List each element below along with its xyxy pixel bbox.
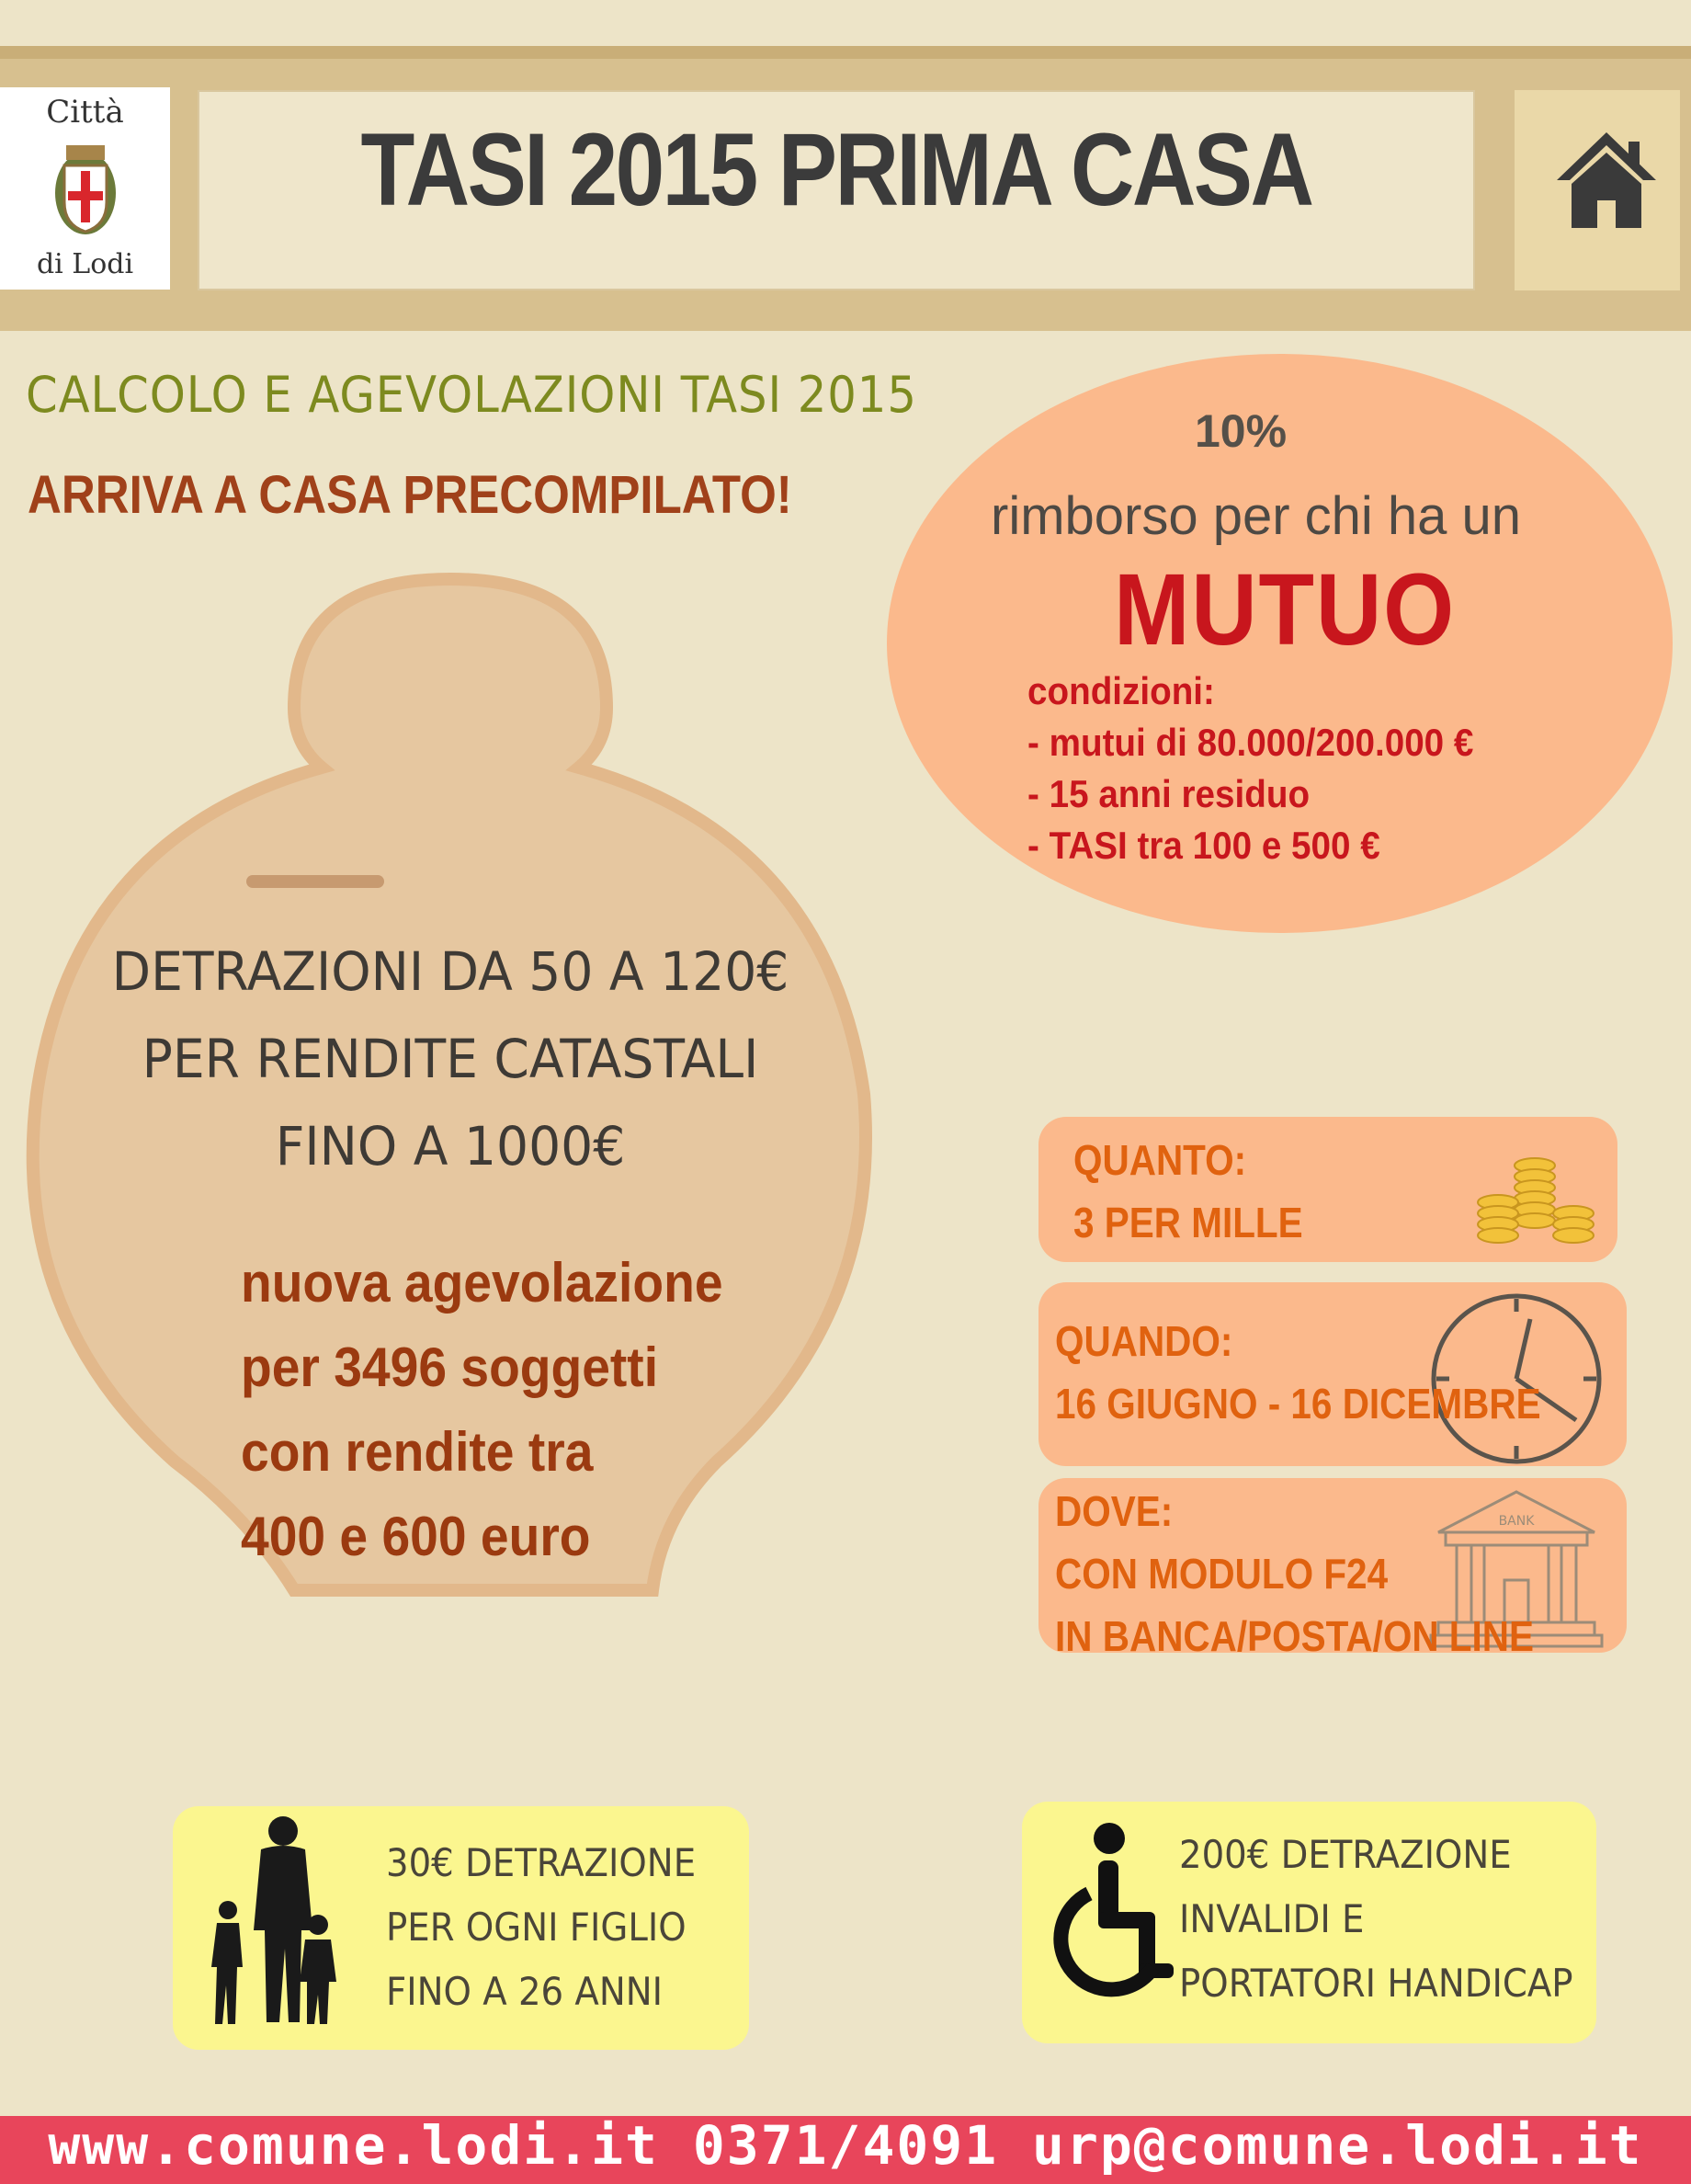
mutuo-rimborso-text: rimborso per chi ha un <box>991 486 1522 546</box>
invalidi-line: PORTATORI HANDICAP <box>1179 1961 1573 2006</box>
quando-text <box>1055 1310 1541 1435</box>
mutuo-condition-line: condizioni: <box>1027 669 1215 712</box>
bank-sign: BANK <box>1498 1514 1535 1529</box>
quanto-text <box>1073 1129 1303 1254</box>
detrazioni-line: PER RENDITE CATASTALI <box>142 1028 759 1090</box>
logo-bottom-text: di Lodi <box>36 248 134 280</box>
dove-value: CON MODULO F24 <box>1055 1550 1389 1598</box>
quando-value: 16 GIUGNO - 16 DICEMBRE <box>1055 1380 1541 1428</box>
dove-text <box>1055 1480 1534 1667</box>
mutuo-percent: 10% <box>1195 405 1288 457</box>
footer-contacts[interactable]: www.comune.lodi.it 0371/4091 urp@comune.lodi.it <box>48 2114 1643 2177</box>
invalidi-line: INVALIDI E <box>1179 1896 1365 1941</box>
agevolazione-line: per 3496 soggetti <box>241 1337 659 1398</box>
detrazioni-text <box>75 928 826 1190</box>
agevolazione-line: con rendite tra <box>241 1421 594 1483</box>
mutuo-condition-line: - TASI tra 100 e 500 € <box>1027 824 1380 867</box>
figli-text <box>386 1831 696 2024</box>
home-icon <box>1553 129 1660 232</box>
invalidi-text <box>1179 1823 1573 2016</box>
figli-line: FINO A 26 ANNI <box>386 1969 664 2014</box>
logo-top-text: Città <box>46 94 124 131</box>
mutuo-condition-line: - 15 anni residuo <box>1027 772 1311 815</box>
detrazioni-line: DETRAZIONI DA 50 A 120€ <box>111 940 789 1003</box>
mutuo-conditions <box>1027 665 1473 871</box>
mutuo-condition-line: - mutui di 80.000/200.000 € <box>1027 721 1474 764</box>
header-band-edge <box>0 46 1691 59</box>
family-icon <box>210 1811 347 2031</box>
dove-label: DOVE: <box>1055 1487 1174 1535</box>
figli-line: 30€ DETRAZIONE <box>386 1840 697 1885</box>
subtitle: CALCOLO E AGEVOLAZIONI TASI 2015 <box>26 366 917 424</box>
wheelchair-icon <box>1052 1820 1176 1999</box>
mutuo-headline: MUTUO <box>1114 553 1456 666</box>
precompilato-headline: ARRIVA A CASA PRECOMPILATO! <box>28 465 792 525</box>
agevolazione-line: nuova agevolazione <box>241 1252 723 1314</box>
quando-label: QUANDO: <box>1055 1317 1233 1365</box>
quanto-label: QUANTO: <box>1073 1136 1247 1184</box>
figli-line: PER OGNI FIGLIO <box>386 1905 687 1950</box>
quanto-value: 3 PER MILLE <box>1073 1199 1303 1246</box>
detrazioni-line: FINO A 1000€ <box>275 1115 626 1177</box>
dove-value: IN BANCA/POSTA/ON LINE <box>1055 1612 1535 1660</box>
invalidi-line: 200€ DETRAZIONE <box>1179 1832 1512 1877</box>
agevolazione-text <box>241 1241 723 1579</box>
agevolazione-line: 400 e 600 euro <box>241 1506 591 1567</box>
city-crest-icon <box>53 138 118 239</box>
page-title: TASI 2015 PRIMA CASA <box>360 112 1312 227</box>
coins-icon <box>1470 1147 1599 1253</box>
